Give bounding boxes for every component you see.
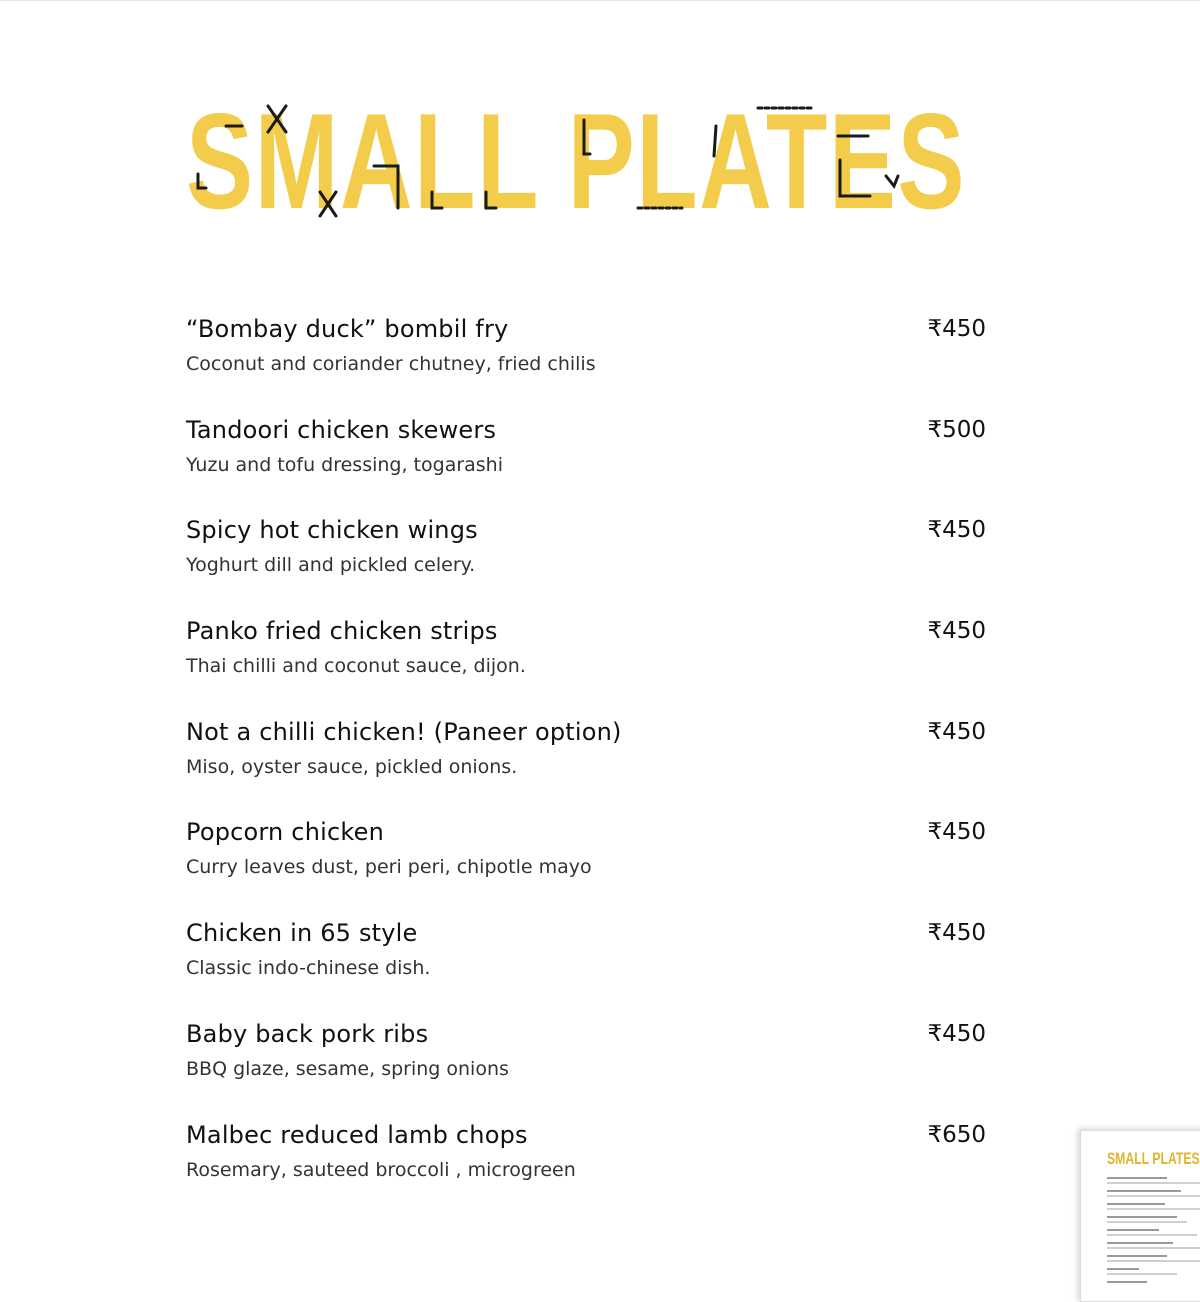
item-price: ₹450: [927, 819, 986, 846]
menu-list: [186, 310, 986, 1216]
item-description: Rosemary, sauteed broccoli , microgreen: [186, 1158, 576, 1181]
item-description: Thai chilli and coconut sauce, dijon.: [186, 655, 526, 678]
item-price: ₹500: [927, 416, 986, 443]
menu-item-pork-ribs: [186, 1015, 986, 1116]
menu-item-bombil-fry: [186, 310, 986, 411]
top-divider: [0, 0, 1200, 1]
item-description: Coconut and coriander chutney, fried chilis: [186, 353, 596, 375]
item-name: Chicken in 65 style: [186, 919, 418, 948]
item-name: Not a chilli chicken! (Paneer option): [186, 717, 622, 746]
item-description: Classic indo-chinese dish.: [186, 957, 431, 980]
item-name: “Bombay duck” bombil fry: [186, 315, 509, 343]
page-title: [186, 85, 967, 237]
item-name: Spicy hot chicken wings: [186, 516, 478, 545]
item-price: ₹450: [927, 316, 986, 342]
item-description: Miso, oyster sauce, pickled onions.: [186, 755, 518, 778]
item-price: ₹450: [927, 1020, 986, 1047]
menu-item-chicken-wings: [186, 511, 986, 612]
menu-item-panko-strips: [186, 612, 986, 713]
item-description: BBQ glaze, sesame, spring onions: [186, 1057, 509, 1080]
menu-item-not-chilli-chicken: [186, 713, 986, 814]
item-description: Curry leaves dust, peri peri, chipotle mayo: [186, 856, 592, 879]
thumbnail-title: SMALL PLATES: [1107, 1149, 1200, 1168]
item-price: ₹450: [927, 618, 986, 645]
item-price: ₹650: [927, 1121, 986, 1148]
item-price: ₹450: [927, 920, 986, 947]
page-thumbnail[interactable]: [1080, 1130, 1200, 1302]
item-description: Yoghurt dill and pickled celery.: [186, 554, 476, 577]
item-name: Baby back pork ribs: [186, 1019, 429, 1048]
menu-item-tandoori-skewers: [186, 411, 986, 512]
item-name: Popcorn chicken: [186, 818, 384, 847]
item-name: Malbec reduced lamb chops: [186, 1120, 528, 1149]
thumbnail-content-preview: [1107, 1177, 1200, 1286]
menu-item-chicken-65: [186, 914, 986, 1015]
title-doodle-decoration: [186, 96, 946, 226]
item-name: Panko fried chicken strips: [186, 617, 498, 646]
item-name: Tandoori chicken skewers: [186, 415, 497, 444]
menu-item-popcorn-chicken: [186, 813, 986, 914]
item-description: Yuzu and tofu dressing, togarashi: [186, 453, 504, 476]
item-price: ₹450: [927, 517, 986, 544]
item-price: ₹450: [927, 718, 986, 745]
menu-item-lamb-chops: [186, 1116, 986, 1217]
page-title-text: SMALL PLATES: [186, 85, 967, 237]
